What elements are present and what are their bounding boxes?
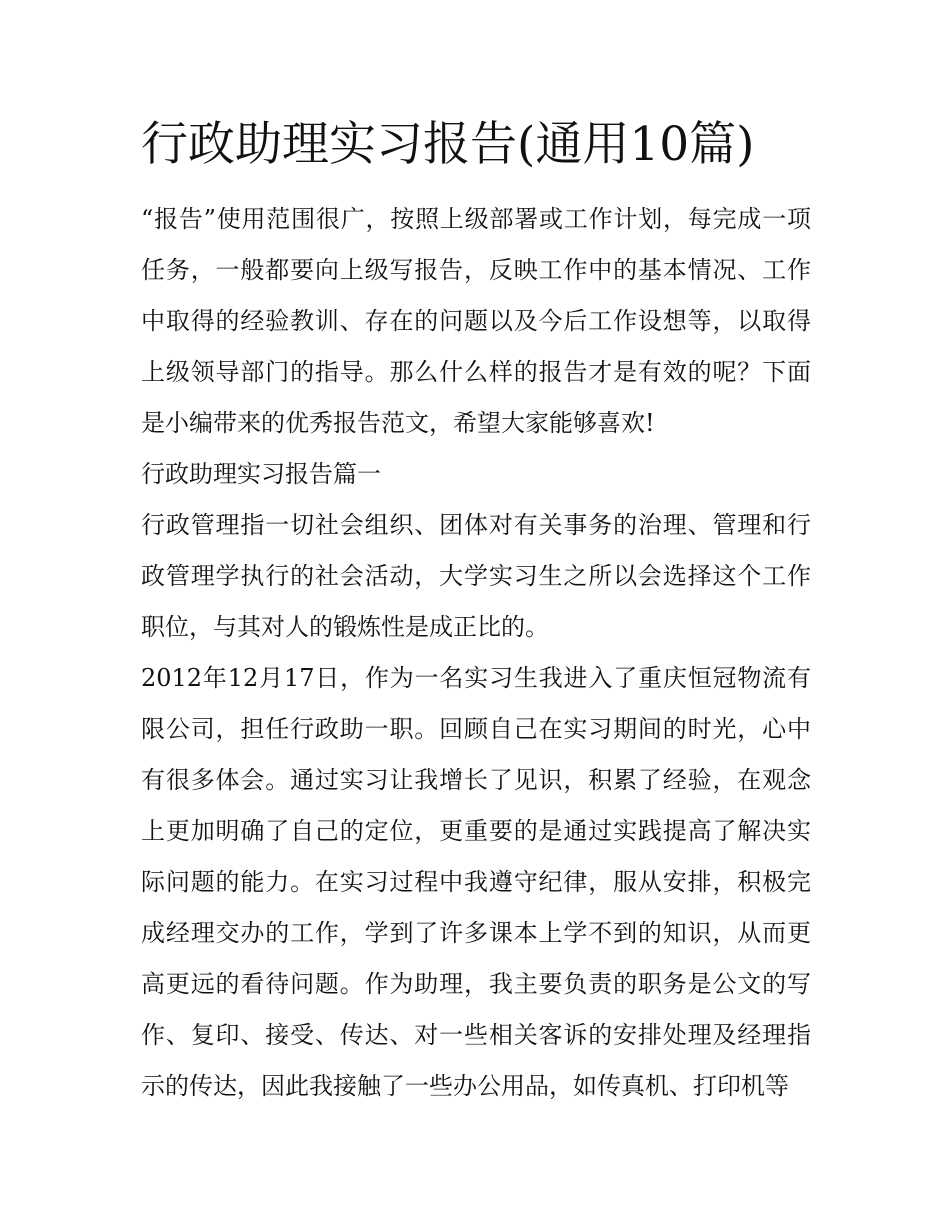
document-title: 行政助理实习报告(通用10篇)	[141, 117, 755, 172]
section-heading: 行政助理实习报告篇一	[141, 460, 381, 488]
body-paragraph-1: 行政管理指一切社会组织、团体对有关事务的治理、管理和行政管理学执行的社会活动，大学实习生之所以会选择这个工作职位，与其对人的锻炼性是成正比的。	[141, 511, 811, 641]
intro-paragraph: “报告”使用范围很广，按照上级部署或工作计划，每完成一项任务，一般都要向上级写报告，反映工作中的基本情况、工作中取得的经验教训、存在的问题以及今后工作设想等，以取得上级领导部门的指导。那么什么样的报告才是有效的呢？下面是小编带来的优秀报告范文，希望大家能够喜欢!	[141, 205, 811, 437]
document-page	[141, 113, 811, 1112]
body-paragraph-2: 2012年12月17日，作为一名实习生我进入了重庆恒冠物流有限公司，担任行政助一职。回顾自己在实习期间的时光，心中有很多体会。通过实习让我增长了见识，积累了经验，在观念上更加明确了自己的定位，更重要的是通过实践提高了解决实际问题的能力。在实习过程中我遵守纪律，服从安排，积极完成经理交办的工作，学到了许多课本上学不到的知识，从而更高更远的看待问题。作为助理，我主要负责的职务是公文的写作、复印、接受、传达、对一些相关客诉的安排处理及经理指示的传达，因此我接触了一些办公用品，如传真机、打印机等	[141, 664, 811, 1100]
